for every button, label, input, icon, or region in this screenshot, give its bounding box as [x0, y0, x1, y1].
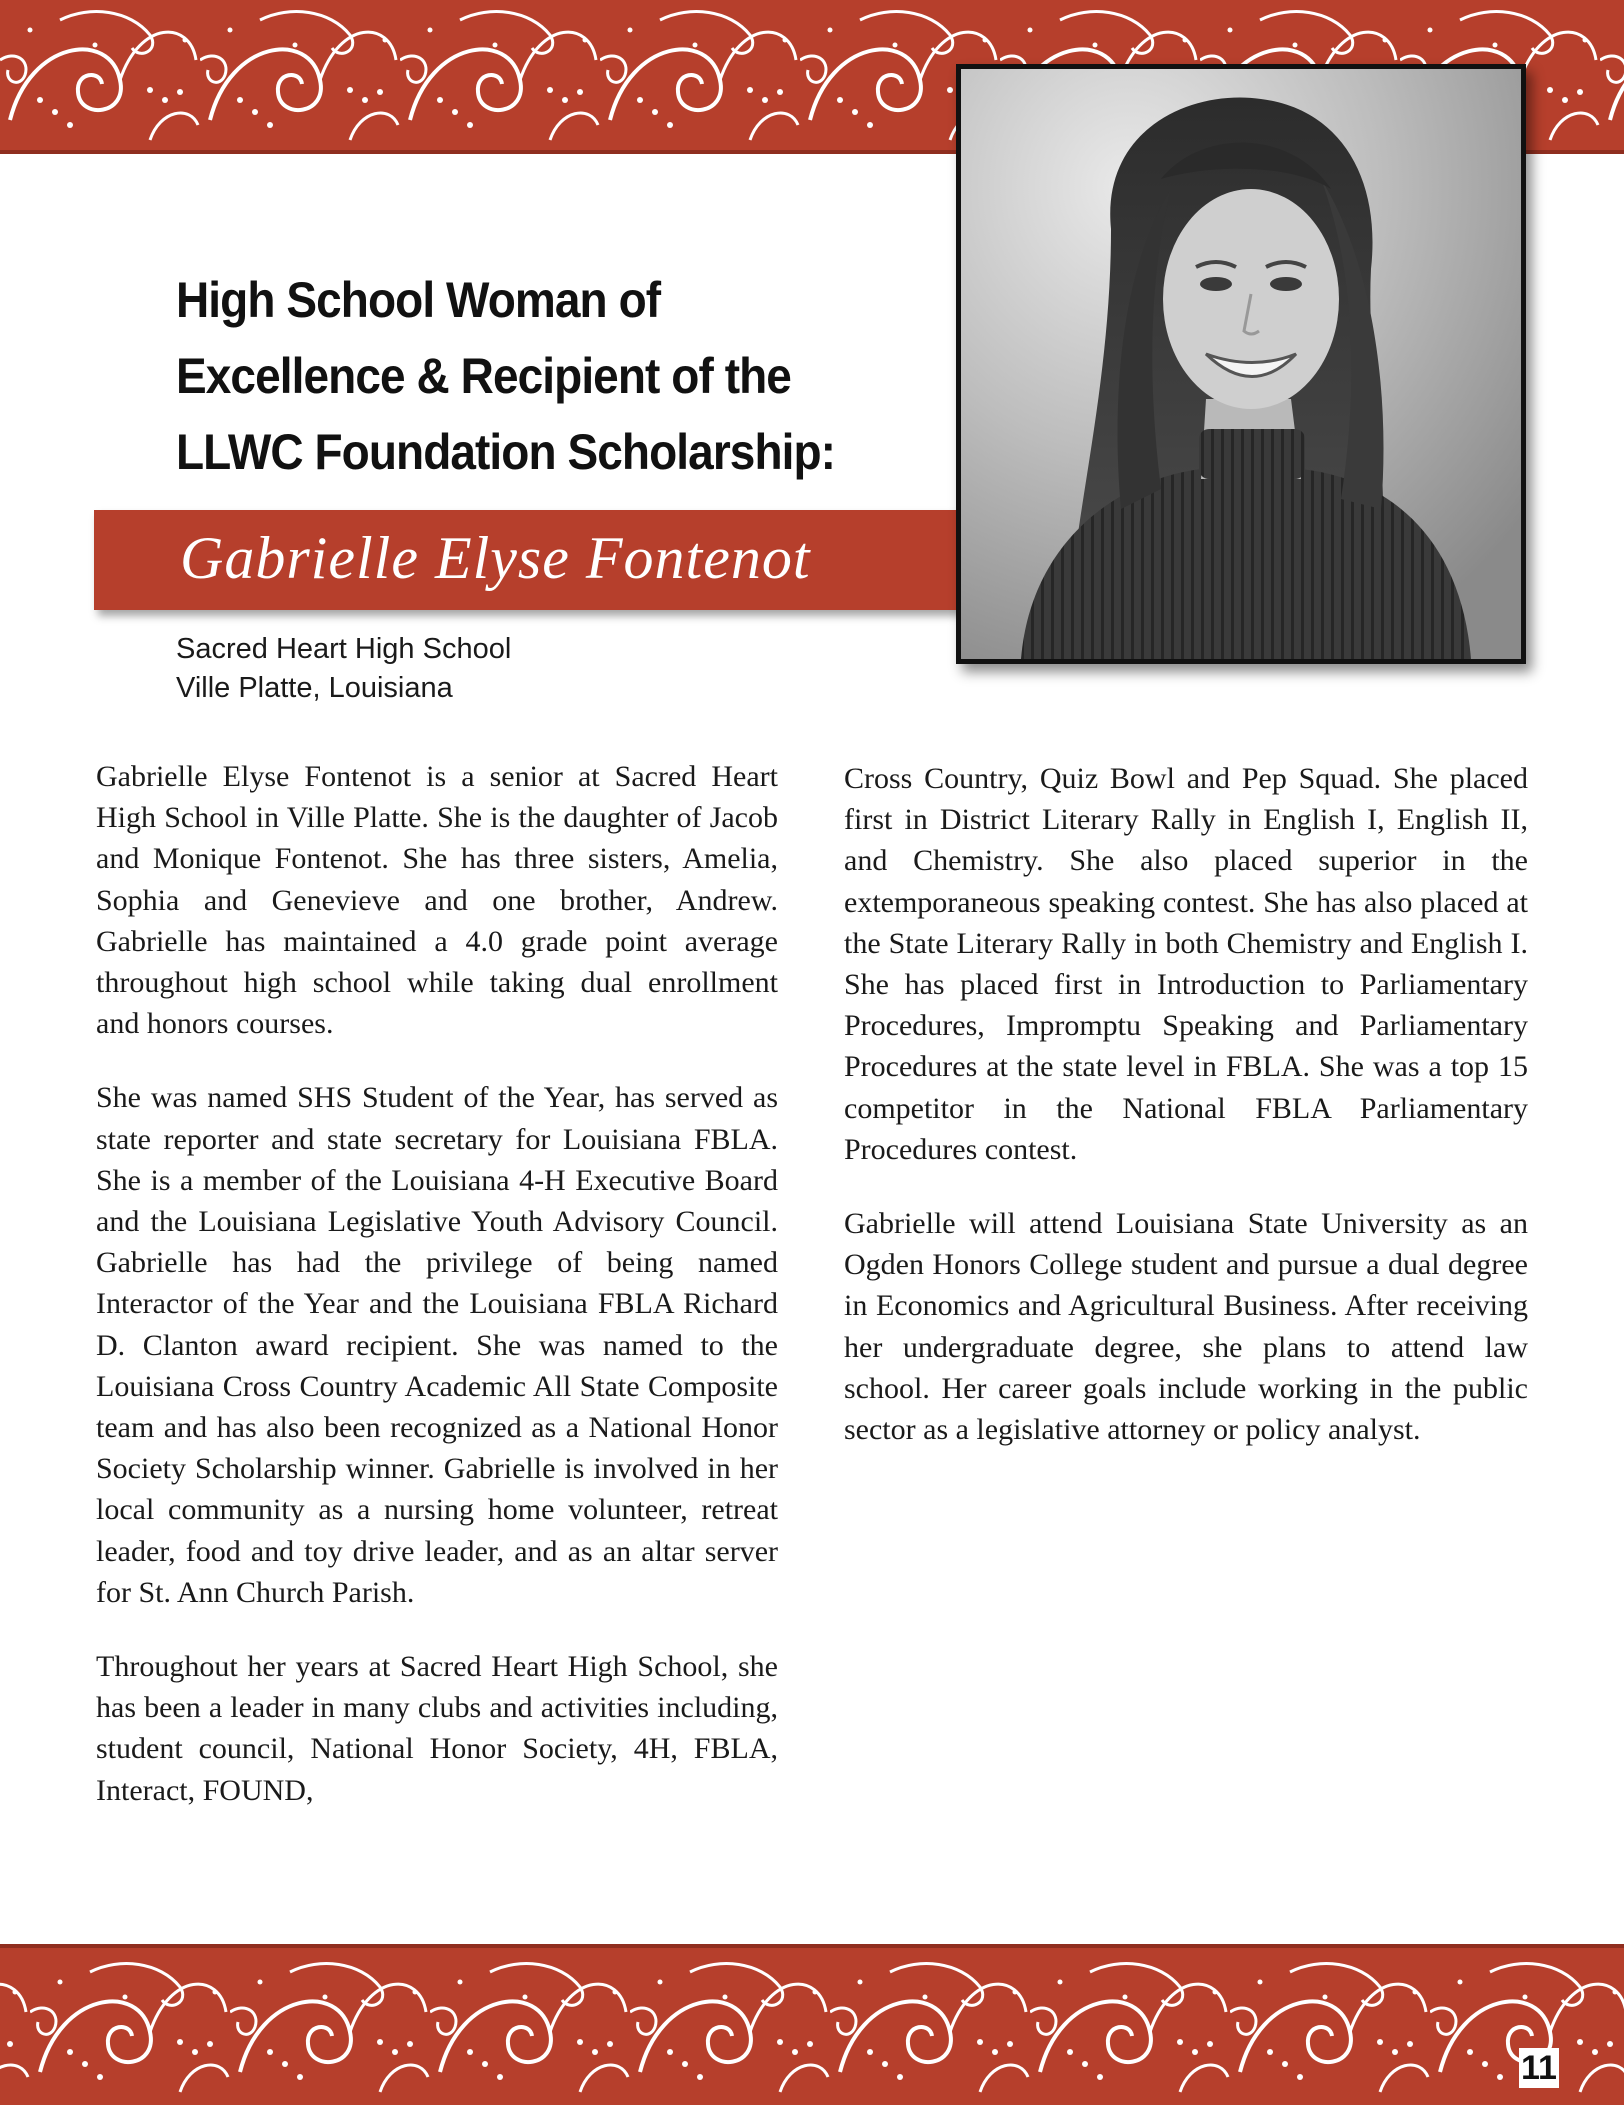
body-paragraph: She was named SHS Student of the Year, has served as state reporter and state secretary for Louisiana FBLA. She is a member of the Louisiana 4-H Executive Board and the Louisiana Legislative Youth Advisory Council. Gabrielle has had the privilege of being named Interactor of the Year and the Louisiana FBLA Richard D. Clanton award recipient. She was named to the Louisiana Cross Country Academic All State Composite team and has also been recognized as a National Honor Society Scholarship winner. Gabrielle is involved in her local community as a nursing home volunteer, retreat leader, food and toy drive leader, and as an altar server for St. Ann Church Parish.: [96, 1081, 778, 1609]
bottom-decorative-border: [0, 1944, 1624, 2105]
honoree-name: Gabrielle Elyse Fontenot: [180, 525, 811, 591]
honoree-name-banner: [94, 510, 964, 610]
body-paragraph: Throughout her years at Sacred Heart High School, she has been a leader in many clubs and activities including, student council, National Honor Society, 4H, FBLA, Interact, FOUND,: [96, 1650, 778, 1807]
school-info: [176, 630, 511, 708]
title-line: LLWC Foundation Scholarship:: [176, 424, 836, 480]
school-name: Sacred Heart High School: [176, 633, 512, 665]
school-location: Ville Platte, Louisiana: [176, 672, 453, 704]
portrait-photo-icon: [961, 69, 1521, 659]
page-number: 11: [1519, 2048, 1559, 2088]
title-line: Excellence & Recipient of the: [176, 348, 791, 404]
body-paragraph: Gabrielle will attend Louisiana State University as an Ogden Honors College student and pursue a dual degree in Economics and Agricultural Business. After receiving her undergraduate degree, she plans to attend law school. Her career goals include working in the public sector as a legislative attorney or policy analyst.: [844, 1207, 1528, 1447]
body-paragraph: Cross Country, Quiz Bowl and Pep Squad. She placed first in District Literary Rally in English I, English II, and Chemistry. She also placed superior in the extemporaneous speaking contest. She has also placed at the State Literary Rally in both Chemistry and English I. She has placed first in Introduction to Parliamentary Procedures, Impromptu Speaking and Parliamentary Procedures at the state level in FBLA. She was a top 15 competitor in the National FBLA Parliamentary Procedures contest.: [844, 762, 1528, 1166]
swirl-ornament-icon: [0, 1948, 1624, 2105]
body-column-right: [844, 758, 1528, 1483]
portrait-photo: [956, 64, 1526, 664]
body-paragraph: Gabrielle Elyse Fontenot is a senior at Sacred Heart High School in Ville Platte. She is the daughter of Jacob and Monique Fontenot. She has three sisters, Amelia, Sophia and Genevieve and one brother, Andrew. Gabrielle has maintained a 4.0 grade point average throughout high school while taking dual enrollment and honors courses.: [96, 760, 778, 1041]
title-line: High School Woman of: [176, 272, 661, 328]
body-column-left: [96, 756, 778, 1844]
page-title: [176, 262, 838, 490]
